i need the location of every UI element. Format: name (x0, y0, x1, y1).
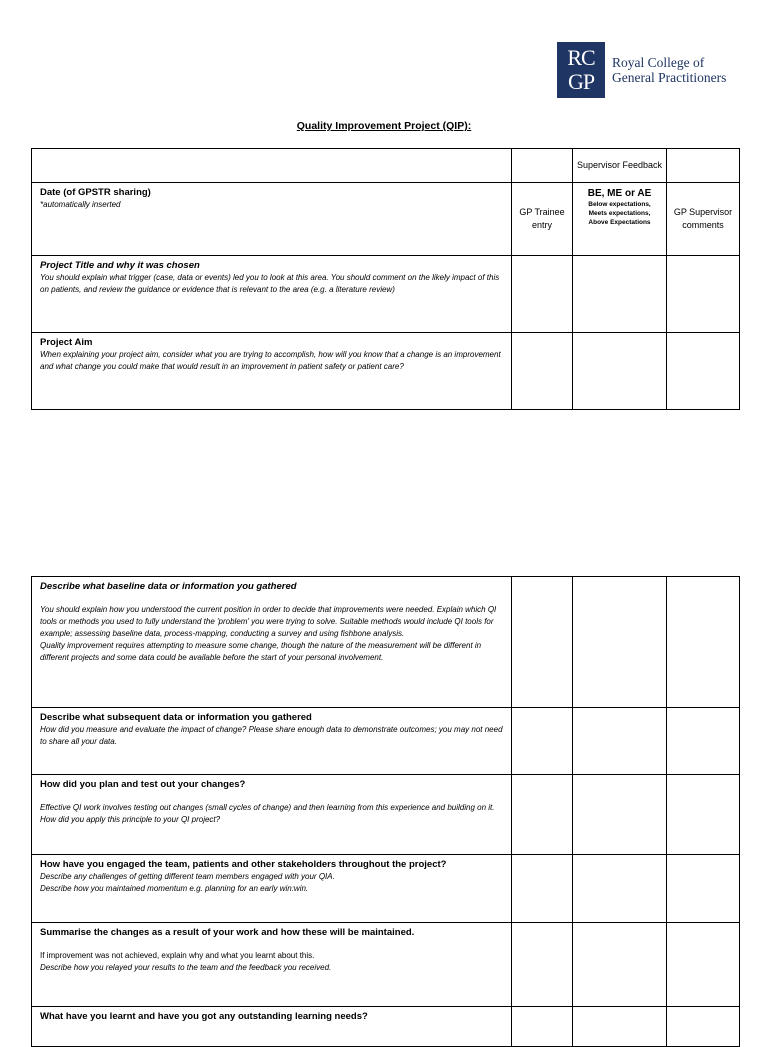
table-row (32, 775, 740, 855)
section-title: Project Aim (40, 337, 93, 348)
supervisor-comment-cell[interactable] (667, 577, 740, 708)
section-guidance: Describe any challenges of getting different team members engaged with your QIA. (40, 872, 335, 881)
supervisor-comment-cell[interactable] (667, 775, 740, 855)
date-title: Date (of GPSTR sharing) (40, 187, 151, 198)
rating-cell[interactable] (573, 855, 667, 923)
table-row (32, 333, 740, 410)
rcgp-name-line2: General Practitioners (612, 70, 727, 85)
rating-cell[interactable] (573, 923, 667, 1007)
blank-cell[interactable] (32, 149, 512, 183)
section-engaged (32, 855, 512, 923)
section-summarise (32, 923, 512, 1007)
trainee-entry-cell[interactable] (512, 333, 573, 410)
blank-cell[interactable] (667, 149, 740, 183)
section-guidance: How did you measure and evaluate the impact of change? Please share enough data to demonstrate outcomes; you may not need to share all your data. (40, 725, 503, 746)
section-title-chosen (32, 256, 512, 333)
supervisor-comment-cell[interactable] (667, 855, 740, 923)
rating-cell[interactable] (573, 708, 667, 775)
section-guidance: When explaining your project aim, consider what you are trying to accomplish, how will you know that a change is an improvement and what change you could make that would result in an improvement in patient safety or patient care? (40, 350, 501, 371)
table-row (32, 708, 740, 775)
table-row (32, 923, 740, 1007)
trainee-entry-cell[interactable] (512, 577, 573, 708)
date-cell (32, 183, 512, 256)
section-baseline (32, 577, 512, 708)
rcgp-logo (557, 42, 726, 98)
supervisor-comment-cell[interactable] (667, 256, 740, 333)
section-learnt (32, 1007, 512, 1047)
rcgp-name (612, 55, 726, 85)
monogram-bottom: GP (567, 69, 595, 94)
rating-cell[interactable] (573, 333, 667, 410)
section-title: Project Title and why it was chosen (40, 260, 200, 271)
rcgp-monogram (557, 42, 605, 98)
table-row (32, 149, 740, 183)
rating-cell[interactable] (573, 577, 667, 708)
date-note: *automatically inserted (40, 200, 121, 209)
section-title: How have you engaged the team, patients and other stakeholders throughout the project? (40, 859, 447, 870)
rcgp-name-line1: Royal College of (612, 55, 705, 70)
blank-cell[interactable] (512, 149, 573, 183)
section-title: Describe what baseline data or information you gathered (40, 581, 297, 592)
section-title: How did you plan and test out your changes? (40, 779, 246, 790)
table-row (32, 855, 740, 923)
trainee-entry-cell[interactable] (512, 775, 573, 855)
table-row (32, 183, 740, 256)
section-subsequent (32, 708, 512, 775)
be-line-3: Above Expectations (588, 219, 651, 226)
table-row (32, 256, 740, 333)
trainee-entry-cell[interactable] (512, 923, 573, 1007)
supervisor-comment-cell[interactable] (667, 923, 740, 1007)
be-line-1: Below expectations, (588, 201, 651, 208)
qip-table-top (31, 148, 740, 410)
trainee-entry-cell[interactable] (512, 708, 573, 775)
section-title: Describe what subsequent data or information you gathered (40, 712, 312, 723)
section-guidance: You should explain what trigger (case, data or events) led you to look at this area. You should comment on the likely impact of this on patients, and review the guidance or evidence that is relevant to the area (e.g. a literature review) (40, 273, 500, 294)
rating-cell[interactable] (573, 256, 667, 333)
section-guidance: Describe how you relayed your results to the team and the feedback you received. (40, 963, 332, 972)
section-guidance: You should explain how you understood the current position in order to decide that improvements were needed. Explain which QI tools or methods you used to fully understand the 'problem' you were trying to solve. Suitable methods would include QI tools for example; assessing baseline data, process-mapping, conducting a survey and using fishbone analysis. (40, 605, 497, 638)
table-row (32, 1007, 740, 1047)
section-title: What have you learnt and have you got any outstanding learning needs? (40, 1011, 368, 1022)
section-guidance: Effective QI work involves testing out changes (small cycles of change) and then learning from this experience and building on it. How did you apply this principle to your QI project? (40, 803, 495, 824)
section-guidance: Quality improvement requires attempting to measure some change, though the nature of the measurement will be different in different projects and some data could be available before the start of your personal involvement. (40, 641, 482, 662)
supervisor-comment-cell[interactable] (667, 708, 740, 775)
trainee-entry-cell[interactable] (512, 1007, 573, 1047)
section-guidance: Describe how you maintained momentum e.g. planning for an early win:win. (40, 884, 309, 893)
document-title: Quality Improvement Project (QIP): (296, 120, 472, 132)
section-aim (32, 333, 512, 410)
supervisor-comments-header: GP Supervisor comments (667, 183, 740, 256)
table-row (32, 577, 740, 708)
trainee-entry-cell[interactable] (512, 256, 573, 333)
trainee-entry-header: GP Trainee entry (512, 183, 573, 256)
supervisor-feedback-header: Supervisor Feedback (573, 149, 667, 183)
section-plan (32, 775, 512, 855)
qip-table-bottom (31, 576, 740, 1047)
supervisor-comment-cell[interactable] (667, 1007, 740, 1047)
supervisor-comment-cell[interactable] (667, 333, 740, 410)
trainee-entry-cell[interactable] (512, 855, 573, 923)
rating-cell[interactable] (573, 1007, 667, 1047)
be-me-ae-title: BE, ME or AE (587, 188, 652, 199)
section-title: Summarise the changes as a result of your work and how these will be maintained. (40, 927, 415, 938)
section-guidance: If improvement was not achieved, explain why and what you learnt about this. (40, 951, 315, 960)
be-line-2: Meets expectations, (588, 210, 651, 217)
rating-cell[interactable] (573, 775, 667, 855)
monogram-top: RC (567, 45, 595, 70)
be-me-ae-header (573, 183, 667, 256)
